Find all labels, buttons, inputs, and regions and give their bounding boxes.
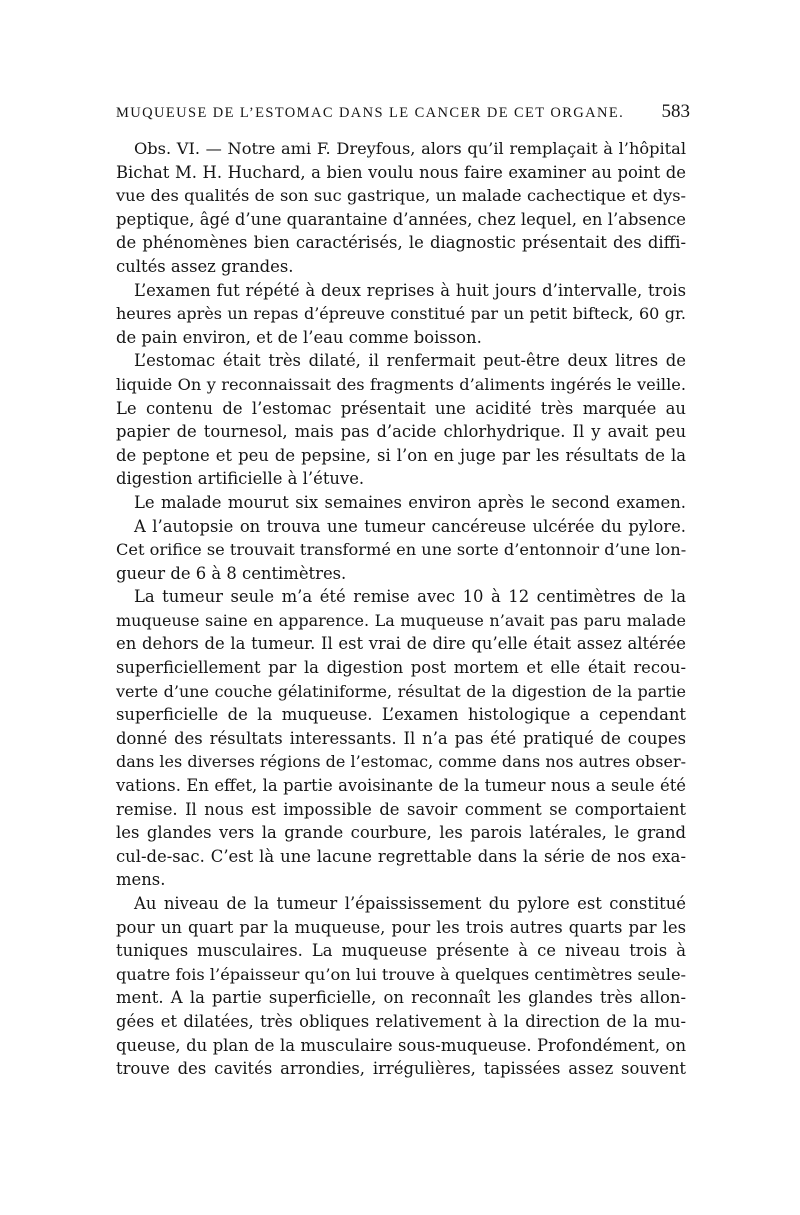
text-line: papier de tournesol, mais pas d’acide chlorhydrique. Il y avait peu <box>116 422 686 442</box>
text-line: cul-de-sac. C’est là une lacune regrettable dans la série de nos exa- <box>116 846 686 866</box>
text-line: tuniques musculaires. La muqueuse présente à ce niveau trois à <box>116 941 686 961</box>
text-line: trouve des cavités arrondies, irrégulières, tapissées assez souvent <box>116 1059 686 1079</box>
text-line: les glandes vers la grande courbure, les parois latérales, le grand <box>116 823 686 843</box>
text-line: liquide On y reconnaissait des fragments d’aliments ingérés le veille. <box>116 374 686 394</box>
text-line: queuse, du plan de la musculaire sous-muqueuse. Profondément, on <box>116 1035 686 1055</box>
text-line: ment. A la partie superficielle, on reconnaît les glandes très allon- <box>116 988 686 1008</box>
running-title: MUQUEUSE DE L’ESTOMAC DANS LE CANCER DE CET ORGANE. <box>116 105 625 121</box>
text-line: superficiellement par la digestion post mortem et elle était recou- <box>116 658 686 678</box>
text-line: A l’autopsie on trouva une tumeur cancéreuse ulcérée du pylore. <box>134 516 686 536</box>
text-line: vations. En effet, la partie avoisinante de la tumeur nous a seule été <box>116 776 686 796</box>
page-number: 583 <box>661 101 690 122</box>
text-line: Au niveau de la tumeur l’épaississement du pylore est constitué <box>134 894 686 913</box>
text-line: de phénomènes bien caractérisés, le diagnostic présentait des diffi- <box>116 233 686 253</box>
text-line: Bichat M. H. Huchard, a bien voulu nous faire examiner au point de <box>116 162 686 182</box>
page-header <box>116 101 690 127</box>
text-line: La tumeur seule m’a été remise avec 10 à 12 centimètres de la <box>134 587 686 607</box>
text-line: de pain environ, et de l’eau comme boisson. <box>116 327 482 347</box>
text-line: cultés assez grandes. <box>116 256 294 276</box>
text-line: remise. Il nous est impossible de savoir comment se comportaient <box>116 799 686 819</box>
text-line: verte d’une couche gélatiniforme, résultat de la digestion de la partie <box>116 681 686 701</box>
book-page <box>116 101 690 1081</box>
text-line: Obs. VI. — Notre ami F. Dreyfous, alors qu’il remplaçait à l’hôpital <box>134 139 686 158</box>
text-line: vue des qualités de son suc gastrique, un malade cachectique et dys- <box>116 186 686 206</box>
text-line: donné des résultats interessants. Il n’a pas été pratiqué de coupes <box>116 728 686 748</box>
text-line: quatre fois l’épaisseur qu’on lui trouve à quelques centimètres seule- <box>116 964 686 984</box>
text-line: en dehors de la tumeur. Il est vrai de dire qu’elle était assez altérée <box>116 634 686 654</box>
text-line: gueur de 6 à 8 centimètres. <box>116 563 347 583</box>
text-line: Cet orifice se trouvait transformé en une sorte d’entonnoir d’une lon- <box>116 540 687 560</box>
text-line: Le contenu de l’estomac présentait une acidité très marquée au <box>116 398 686 418</box>
text-line: digestion artificielle à l’étuve. <box>116 469 365 489</box>
text-line: de peptone et peu de pepsine, si l’on en juge par les résultats de la <box>116 445 686 465</box>
text-line: Le malade mourut six semaines environ après le second examen. <box>134 492 686 512</box>
text-line: heures après un repas d’épreuve constitué par un petit bifteck, 60 gr. <box>116 304 686 324</box>
text-line: L’examen fut répété à deux reprises à huit jours d’intervalle, trois <box>134 280 686 300</box>
text-line: muqueuse saine en apparence. La muqueuse n’avait pas paru malade <box>116 610 686 630</box>
page-body <box>116 137 686 1081</box>
text-line: superficielle de la muqueuse. L’examen histologique a cependant <box>116 705 686 725</box>
text-line: L’estomac était très dilaté, il renfermait peut-être deux litres de <box>134 351 686 371</box>
text-line: dans les diverses régions de l’estomac, comme dans nos autres obser- <box>116 752 686 772</box>
text-line: gées et dilatées, très obliques relativement à la direction de la mu- <box>116 1011 686 1031</box>
text-line: pour un quart par la muqueuse, pour les trois autres quarts par les <box>116 917 686 937</box>
text-line: mens. <box>116 870 166 890</box>
text-line: peptique, âgé d’une quarantaine d’années, chez lequel, en l’absence <box>116 209 686 229</box>
